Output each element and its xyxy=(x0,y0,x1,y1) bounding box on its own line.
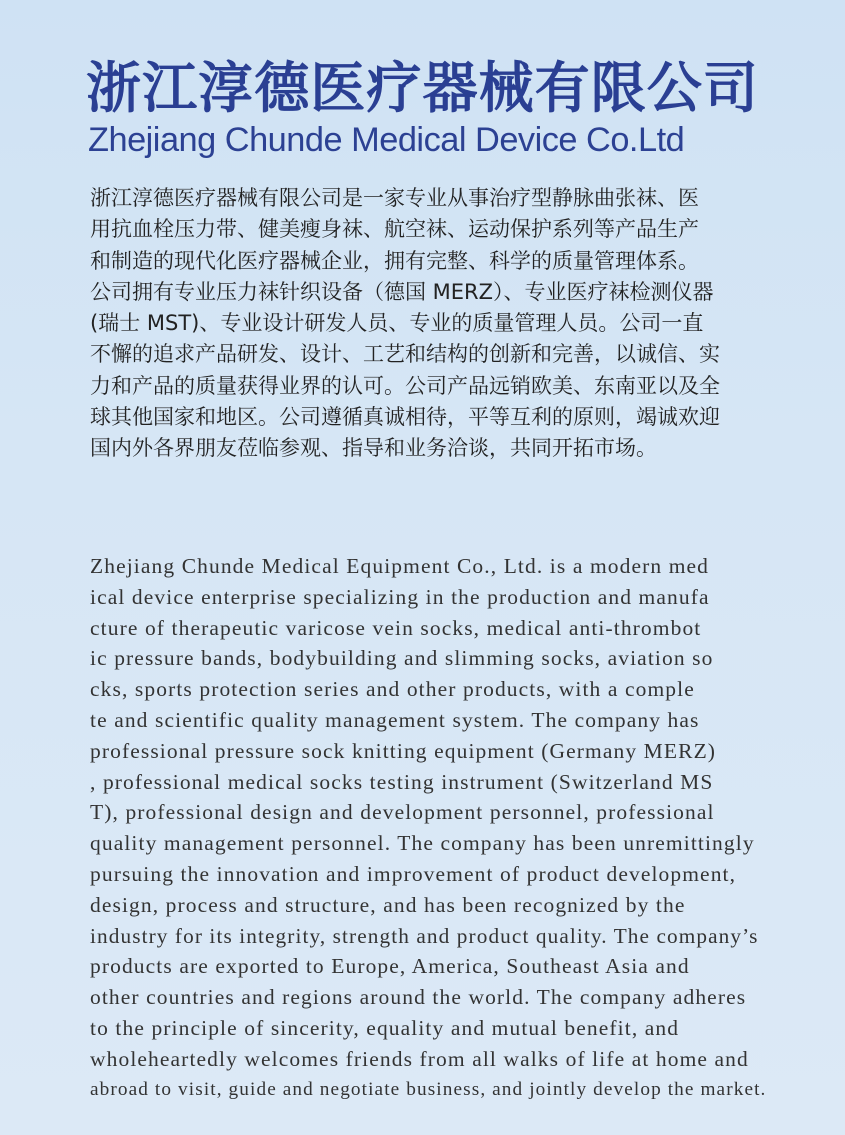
company-title-english: Zhejiang Chunde Medical Device Co.Ltd xyxy=(88,121,685,159)
intro-en-line: abroad to visit, guide and negotiate business, and jointly develop the market. xyxy=(90,1078,767,1100)
intro-cn-line: 力和产品的质量获得业界的认可。公司产品远销欧美、东南亚以及全 xyxy=(90,373,720,398)
intro-en-line: quality management personnel. The company has been unremittingly xyxy=(90,831,755,856)
intro-en-line: cture of therapeutic varicose vein socks, medical anti-thrombot xyxy=(90,615,702,640)
intro-en-line: industry for its integrity, strength and product quality. The company’s xyxy=(90,923,759,948)
intro-cn-line: 球其他国家和地区。公司遵循真诚相待，平等互利的原则，竭诚欢迎 xyxy=(90,405,720,430)
intro-en-line: products are exported to Europe, America, Southeast Asia and xyxy=(90,954,690,979)
intro-en-line: T), professional design and development personnel, professional xyxy=(90,800,715,825)
intro-en-line: pursuing the innovation and improvement of product development, xyxy=(90,861,737,886)
intro-en-line: te and scientific quality management system. The company has xyxy=(90,707,700,732)
intro-en-line: ical device enterprise specializing in the production and manufa xyxy=(90,584,710,609)
intro-cn-line: 公司拥有专业压力袜针织设备（德国 MERZ）、专业医疗袜检测仪器 xyxy=(90,279,714,304)
intro-cn-line: 国内外各界朋友莅临参观、指导和业务洽谈，共同开拓市场。 xyxy=(90,436,657,461)
company-title-chinese: 浙江淳德医疗器械有限公司 xyxy=(86,56,759,120)
intro-cn-line: 用抗血栓压力带、健美瘦身袜、航空袜、运动保护系列等产品生产 xyxy=(90,217,699,242)
intro-cn-line: 和制造的现代化医疗器械企业，拥有完整、科学的质量管理体系。 xyxy=(90,248,699,273)
intro-en-line: other countries and regions around the world. The company adheres xyxy=(90,985,747,1010)
intro-cn-line: 不懈的追求产品研发、设计、工艺和结构的创新和完善，以诚信、实 xyxy=(90,342,720,367)
intro-en-line: wholeheartedly welcomes friends from all walks of life at home and xyxy=(90,1046,749,1071)
intro-chinese-paragraph xyxy=(90,183,770,465)
intro-en-line: cks, sports protection series and other products, with a comple xyxy=(90,677,695,702)
intro-en-line: professional pressure sock knitting equipment (Germany MERZ) xyxy=(90,738,717,763)
intro-cn-line: (瑞士 MST)、专业设计研发人员、专业的质量管理人员。公司一直 xyxy=(90,311,704,336)
intro-en-line: ic pressure bands, bodybuilding and slimming socks, aviation so xyxy=(90,646,714,671)
intro-en-line: design, process and structure, and has been recognized by the xyxy=(90,892,686,917)
intro-en-line: , professional medical socks testing instrument (Switzerland MS xyxy=(90,769,714,794)
intro-en-line: Zhejiang Chunde Medical Equipment Co., Ltd. is a modern med xyxy=(90,554,710,578)
intro-cn-line: 浙江淳德医疗器械有限公司是一家专业从事治疗型静脉曲张袜、医 xyxy=(90,186,699,210)
intro-english-paragraph xyxy=(90,551,767,1105)
intro-en-line: to the principle of sincerity, equality and mutual benefit, and xyxy=(90,1015,680,1040)
